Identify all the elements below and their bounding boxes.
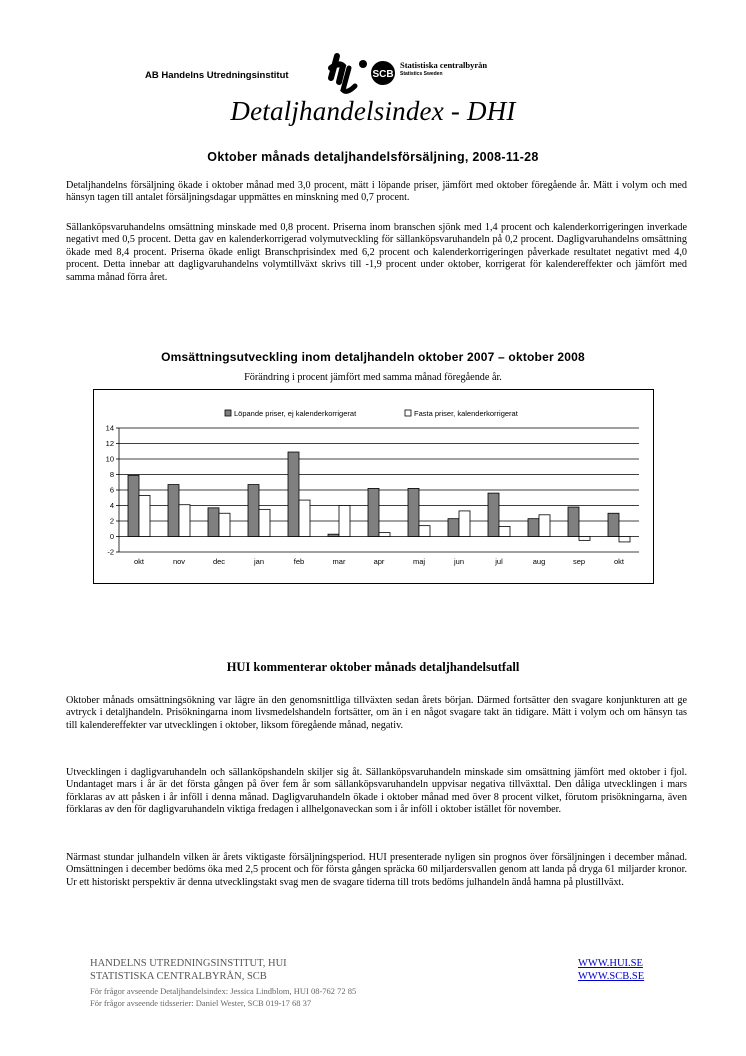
- chart-subtitle: Förändring i procent jämfört med samma månad föregående år.: [244, 372, 502, 383]
- bar-fasta-nov: [179, 505, 190, 537]
- scb-website-link[interactable]: WWW.SCB.SE: [578, 971, 645, 982]
- bar-fasta-apr: [379, 533, 390, 537]
- x-tick-label: okt: [133, 557, 145, 566]
- bar-lopande-nov: [168, 485, 179, 537]
- x-tick-label: mar: [332, 557, 346, 566]
- x-tick-label: dec: [212, 557, 226, 566]
- bar-lopande-mar: [328, 534, 339, 536]
- y-tick-label: 4: [109, 501, 114, 510]
- chart-frame: [93, 389, 654, 584]
- bar-fasta-okt: [619, 537, 630, 542]
- bar-fasta-jan: [259, 509, 270, 536]
- y-tick-label: 8: [109, 470, 114, 479]
- intro-paragraph-1: Detaljhandelns försäljning ökade i oktober månad med 3,0 procent, mätt i löpande priser, jämfört med oktober föregående år. Mätt i volym och med hänsyn tagen till antalet försäljningsdagar uppmättes en minskning med 0,7 procent.: [66, 180, 687, 204]
- bar-fasta-jun: [459, 511, 470, 537]
- x-tick-label: nov: [172, 557, 186, 566]
- bar-lopande-sep: [568, 507, 579, 536]
- bar-lopande-okt: [608, 513, 619, 536]
- chart-title: Omsättningsutveckling inom detaljhandeln oktober 2007 – oktober 2008: [161, 350, 585, 364]
- x-tick-label: maj: [412, 557, 426, 566]
- x-tick-label: aug: [532, 557, 546, 566]
- document-subtitle: Oktober månads detaljhandelsförsäljning, 2008-11-28: [207, 150, 539, 164]
- y-tick-label: 6: [109, 485, 114, 495]
- scb-subtitle: Statistics Sweden: [400, 71, 443, 77]
- bar-lopande-jun: [448, 519, 459, 537]
- svg-text:SCB: SCB: [372, 69, 394, 80]
- bar-fasta-okt: [139, 495, 150, 536]
- bar-lopande-maj: [408, 488, 419, 536]
- footer-contact-hui: För frågor avseende Detaljhandelsindex: Jessica Lindblom, HUI 08-762 72 85: [90, 986, 357, 996]
- footer-contact-scb: För frågor avseende tidsserier: Daniel Wester, SCB 019-17 68 37: [90, 998, 312, 1008]
- y-tick-label: 0: [109, 532, 114, 541]
- x-tick-label: feb: [293, 557, 305, 566]
- bar-fasta-feb: [299, 500, 310, 536]
- hui-logo: [323, 52, 371, 98]
- bar-lopande-aug: [528, 519, 539, 537]
- x-tick-label: jul: [495, 557, 503, 566]
- org-name: AB Handelns Utredningsinstitut: [145, 70, 289, 81]
- y-tick-label: 14: [105, 423, 114, 433]
- x-tick-label: apr: [373, 557, 385, 566]
- hui-website-link[interactable]: WWW.HUI.SE: [578, 958, 643, 969]
- hui-heading: HUI kommenterar oktober månads detaljhandelsutfall: [226, 660, 520, 674]
- y-tick-label: 10: [105, 454, 114, 464]
- document-title: Detaljhandelsindex - DHI: [230, 96, 516, 126]
- legend-label-series-2: Fasta priser, kalenderkorrigerat: [414, 409, 518, 418]
- bar-lopande-feb: [288, 452, 299, 536]
- intro-paragraph-2: Sällanköpsvaruhandelns omsättning minskade med 0,8 procent. Priserna inom branschen sjönk med 1,4 procent och kalenderkorrigeringen inverkade negativt med 0,5 procent. Detta gav en kalenderkorrigerad volymutveckling för sällanköpsvaruhandeln på 0,2 procent. Dagligvaruhandelns omsättning ökade med 8,4 procent. Priserna ökade enligt Branschprisindex med 6,2 procent och kalenderkorrigeringen påverkade resultatet negativt med 4,0 procent. Detta innebar att dagligvaruhandelns volymtillväxt skrivs till -1,9 procent under oktober, korrigerat för kalendereffekter och jämfört med samma månad förra året.: [66, 222, 687, 283]
- x-tick-label: jun: [453, 557, 465, 566]
- scb-logo: [370, 60, 396, 86]
- y-tick-label: -2: [107, 547, 114, 557]
- bar-chart: [94, 390, 653, 583]
- hui-paragraph-2: Utvecklingen i dagligvaruhandeln och sällanköpshandeln skiljer sig åt. Sällanköpsvaruhandeln minskade sim omsättning jämfört med oktober i fjol. Undantaget mars i år är det första gången på över fem år som sällanköpsvaruhandeln uppvisar negativa tillväxttal. Den dåliga utvecklingen i mars förklaras av att påsken i år inföll i denna månad. Dagligvaruhandeln ökade i oktober månad med över 8 procent vilket, förutom prisökningarna, även förklaras av den för dagligvaruhandeln viktiga fredagen i allhelgonaveckan som i år inföll i oktober istället för november.: [66, 767, 687, 816]
- bar-fasta-jul: [499, 526, 510, 536]
- bar-lopande-jul: [488, 493, 499, 536]
- bar-lopande-dec: [208, 508, 219, 537]
- hui-paragraph-1: Oktober månads omsättningsökning var lägre än den genomsnittliga tillväxten sedan årets början. Därmed fortsätter den svagare konjunkturen att ge avtryck i detaljhandeln. Prisökningarna inom livsmedelshandeln fortsätter, om än i en något svagare takt än tidigare. Mätt i volym och om hänsyn tas till kalendereffekter var utvecklingen i oktober, liksom föregående månad, negativ.: [66, 695, 687, 731]
- legend-swatch-series-1: [225, 410, 231, 416]
- scb-name: Statistiska centralbyrån: [400, 60, 488, 70]
- y-tick-label: 12: [105, 439, 114, 448]
- y-tick-label: 2: [109, 516, 114, 526]
- legend-label-series-1: Löpande priser, ej kalenderkorrigerat: [234, 409, 357, 418]
- footer-hui: HANDELNS UTREDNINGSINSTITUT, HUI: [90, 958, 287, 969]
- x-tick-label: okt: [613, 557, 625, 566]
- bar-fasta-sep: [579, 537, 590, 541]
- bar-lopande-okt: [128, 475, 139, 536]
- bar-fasta-mar: [339, 506, 350, 537]
- footer-scb: STATISTISKA CENTRALBYRÅN, SCB: [90, 971, 267, 982]
- bar-fasta-aug: [539, 515, 550, 537]
- legend-swatch-series-2: [405, 410, 411, 416]
- hui-paragraph-3: Närmast stundar julhandeln vilken är årets viktigaste försäljningsperiod. HUI presenterade nyligen sin prognos över försäljningen i december månad. Omsättningen i december bedöms öka med 2,5 procent och för första gången spräcka 60 miljardersvallen genom att landa på dryga 61 miljarder kronor. Ur ett historiskt perspektiv är denna utvecklingstakt svag men de svagare tiderna till trots bedöms julhandeln ändå hamna på plustillväxt.: [66, 852, 687, 888]
- bar-fasta-maj: [419, 526, 430, 537]
- bar-lopande-apr: [368, 488, 379, 536]
- bar-fasta-dec: [219, 513, 230, 536]
- x-tick-label: sep: [572, 557, 586, 566]
- bar-lopande-jan: [248, 485, 259, 537]
- x-tick-label: jan: [253, 557, 265, 566]
